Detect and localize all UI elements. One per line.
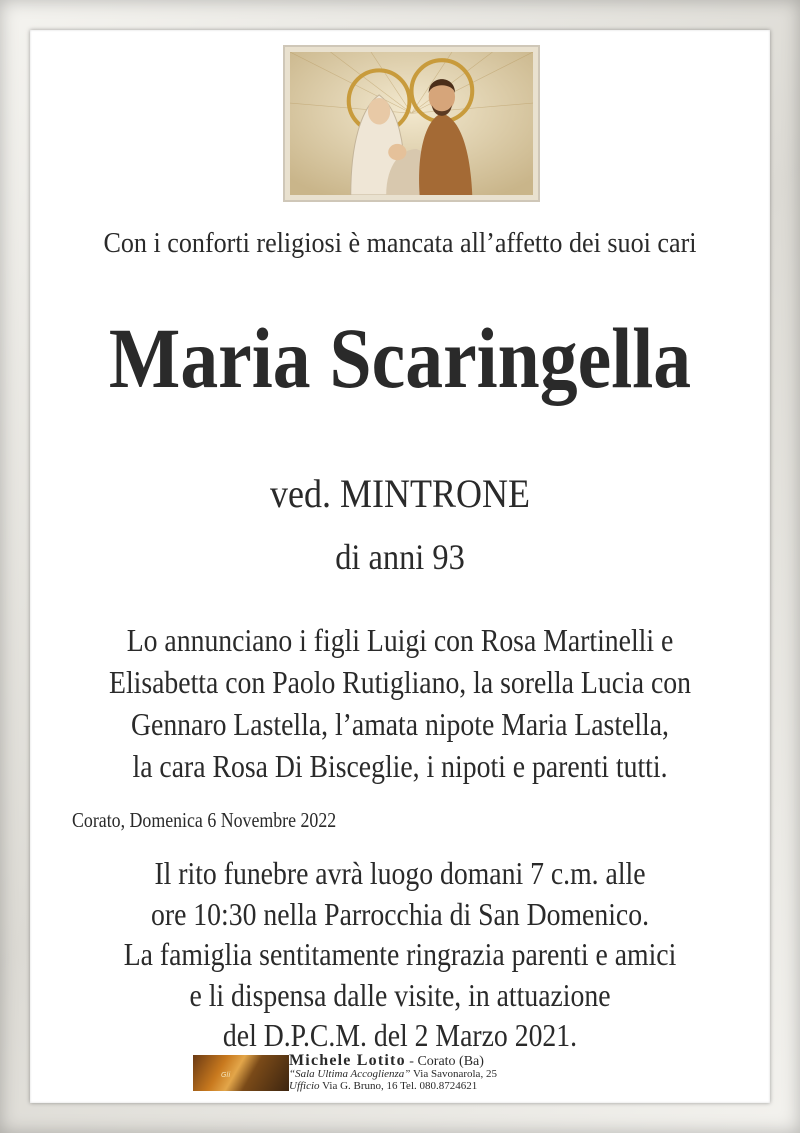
office-phone: Tel. 080.8724621 bbox=[400, 1080, 478, 1092]
agency-logo-text: Gli bbox=[221, 1071, 231, 1079]
rite-line: La famiglia sentitamente ringrazia parenti e amici bbox=[123, 937, 677, 972]
rite-line: e li dispensa dalle visite, in attuazione bbox=[189, 977, 611, 1013]
agency-office-line bbox=[289, 1080, 477, 1092]
rite-line: ore 10:30 nella Parrocchia di San Domenico. bbox=[150, 896, 650, 932]
intro-text: Con i conforti religiosi è mancata all’affetto dei suoi cari bbox=[103, 227, 697, 259]
holy-family-icon bbox=[290, 52, 533, 195]
hall-address: Via Savonarola, 25 bbox=[412, 1068, 497, 1080]
office-address: Via G. Bruno, 16 bbox=[322, 1080, 398, 1092]
place-date: Corato, Domenica 6 Novembre 2022 bbox=[72, 808, 337, 832]
announcement-line: Lo annunciano i figli Luigi con Rosa Martinelli e bbox=[126, 623, 674, 658]
funeral-agency-footer bbox=[193, 1052, 613, 1094]
agency-logo bbox=[193, 1055, 289, 1091]
hall-name: “Sala Ultima Accoglienza” bbox=[289, 1068, 411, 1080]
announcement-line: Gennaro Lastella, l’amata nipote Maria Lastella, bbox=[130, 707, 669, 742]
agency-name: Michele Lotito bbox=[289, 1052, 406, 1069]
deceased-name: Maria Scaringella bbox=[108, 310, 692, 406]
holy-family-image bbox=[283, 45, 540, 202]
age-text: di anni 93 bbox=[335, 537, 465, 577]
funeral-rite-paragraph bbox=[0, 854, 800, 1057]
office-label: Ufficio bbox=[289, 1080, 320, 1092]
rite-line: del D.P.C.M. del 2 Marzo 2021. bbox=[222, 1018, 578, 1053]
announcement-line: Elisabetta con Paolo Rutigliano, la sorella Lucia con bbox=[109, 665, 691, 700]
agency-hall-line bbox=[289, 1068, 497, 1080]
rite-line: Il rito funebre avrà luogo domani 7 c.m. alle bbox=[154, 856, 646, 891]
agency-city: - Corato (Ba) bbox=[405, 1054, 484, 1069]
announcement-line: la cara Rosa Di Bisceglie, i nipoti e parenti tutti. bbox=[132, 749, 668, 784]
widow-of-text: ved. MINTRONE bbox=[270, 471, 530, 516]
announcement-paragraph bbox=[0, 620, 800, 788]
